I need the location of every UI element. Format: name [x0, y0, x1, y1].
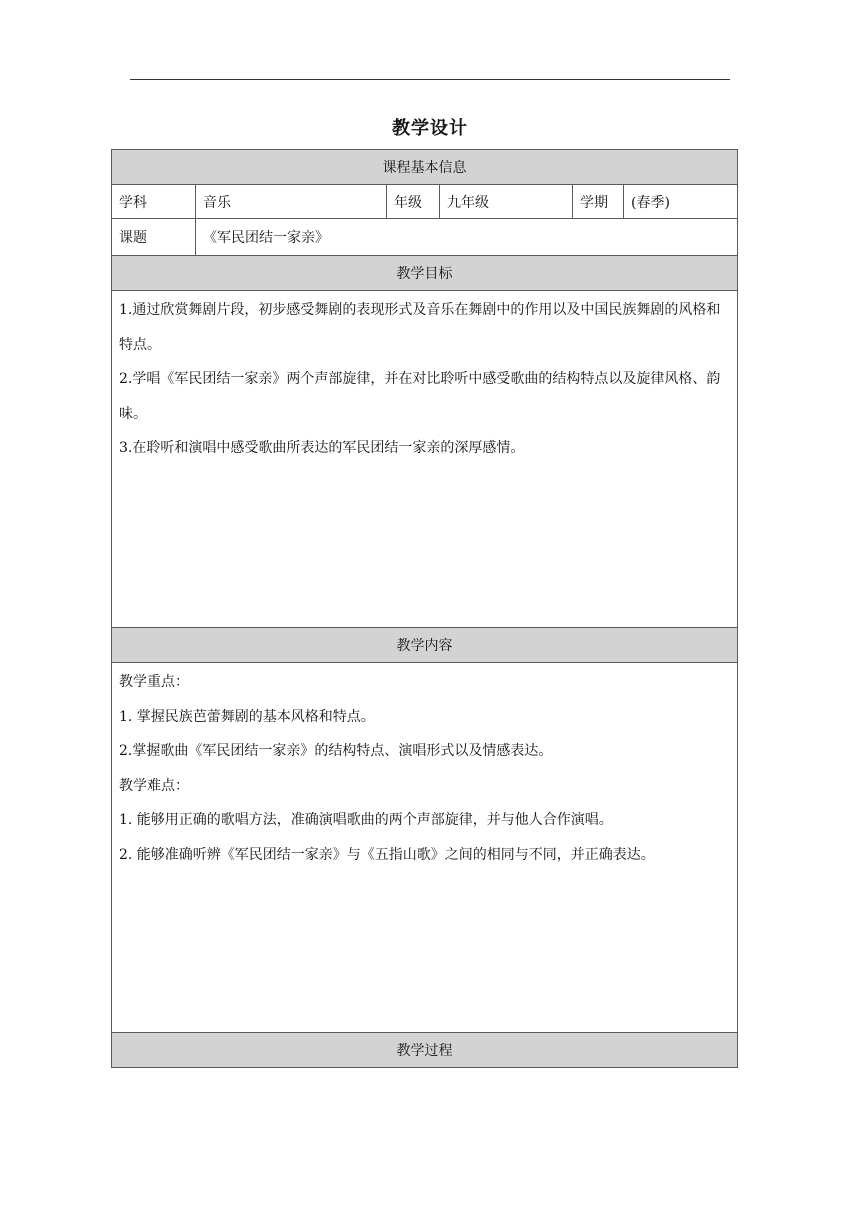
info-row: [112, 185, 738, 219]
goal-item: 1.通过欣赏舞剧片段，初步感受舞剧的表现形式及音乐在舞剧中的作用以及中国民族舞剧的风格和特点。: [119, 302, 721, 353]
topic-label: 课题: [112, 219, 196, 256]
section-basic-info: [112, 150, 738, 185]
section-goals: [112, 256, 738, 291]
section-process: [112, 1033, 738, 1068]
goals-body: [112, 291, 738, 628]
content-row: [112, 663, 738, 1033]
key-point-item: 1. 掌握民族芭蕾舞剧的基本风格和特点。: [119, 708, 375, 725]
section-title-goals: 教学目标: [112, 256, 738, 291]
document-title: 教学设计: [392, 118, 468, 139]
difficulty-item: 2. 能够准确听辨《军民团结一家亲》与《五指山歌》之间的相同与不同，并正确表达。: [119, 846, 655, 863]
grade-label: 年级: [387, 185, 440, 219]
goal-item: 2.学唱《军民团结一家亲》两个声部旋律，并在对比聆听中感受歌曲的结构特点以及旋律风格、韵味。: [119, 371, 721, 422]
section-title-basic-info: 课程基本信息: [112, 150, 738, 185]
term-value: (春季): [624, 185, 738, 219]
topic-value: 《军民团结一家亲》: [196, 219, 738, 256]
difficulty-item: 1. 能够用正确的歌唱方法，准确演唱歌曲的两个声部旋律，并与他人合作演唱。: [119, 812, 613, 828]
grade-value: 九年级: [440, 185, 573, 219]
section-title-process: 教学过程: [112, 1033, 738, 1068]
topic-row: [112, 219, 738, 256]
subject-value: 音乐: [196, 185, 387, 219]
section-content: [112, 628, 738, 663]
term-label: 学期: [573, 185, 624, 219]
section-title-content: 教学内容: [112, 628, 738, 663]
goals-row: [112, 291, 738, 628]
subject-label: 学科: [112, 185, 196, 219]
difficulties-label: 教学难点：: [119, 777, 189, 794]
lesson-design-table: [111, 149, 738, 1068]
header-rule: [130, 79, 730, 80]
key-points-label: 教学重点：: [119, 674, 189, 690]
goal-item: 3.在聆听和演唱中感受歌曲所表达的军民团结一家亲的深厚感情。: [119, 440, 525, 456]
content-body: [112, 663, 738, 1033]
key-point-item: 2.掌握歌曲《军民团结一家亲》的结构特点、演唱形式以及情感表达。: [119, 743, 553, 759]
